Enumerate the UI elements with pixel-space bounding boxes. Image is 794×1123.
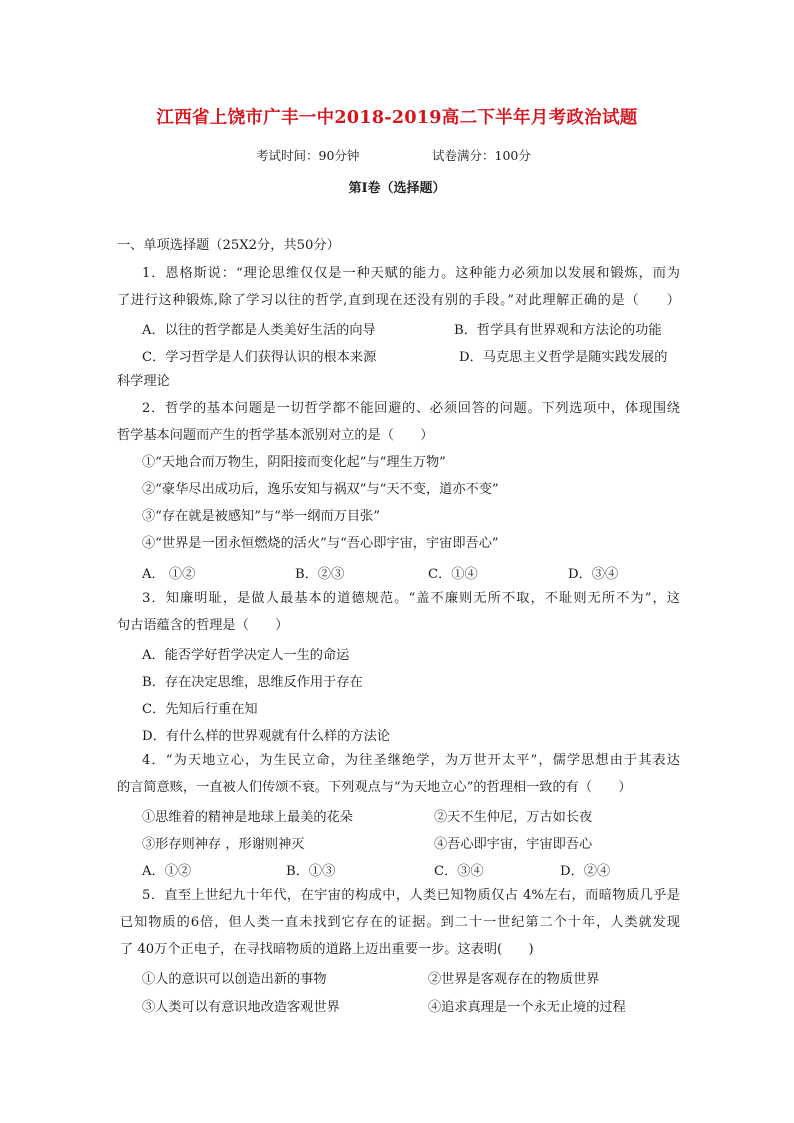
q5-item-4: ④追求真理是一个永无止境的过程 <box>428 1000 626 1015</box>
q5-item-2: ②世界是客观存在的物质世界 <box>428 972 600 987</box>
q1-option-a: A．以往的哲学都是人类美好生活的向导 <box>142 323 376 338</box>
q4-option-a: A．①② <box>142 864 192 879</box>
q2-item-1: ①“天地合而万物生，阴阳接而变化起”与“理生万物” <box>142 455 446 470</box>
q5-stem-line-1: 5．直至上世纪九十年代，在宇宙的构成中，人类已知物质仅占 4%左右，而暗物质几乎是 <box>142 888 680 903</box>
q2-option-d: D．③④ <box>568 567 619 582</box>
q4-item-4: ④吾心即宇宙，宇宙即吾心 <box>434 837 593 852</box>
q3-stem-line-2: 句古语蕴含的哲理是（ ） <box>117 618 289 633</box>
section-title: 第Ⅰ卷（选择题） <box>348 181 446 196</box>
q2-item-3: ③“存在就是被感知”与“举一纲而万目张” <box>142 509 380 524</box>
q4-item-1: ①思维着的精神是地球上最美的花朵 <box>142 810 353 825</box>
q1-option-c: C．学习哲学是人们获得认识的根本来源 <box>142 350 377 365</box>
q2-stem-line-2: 哲学基本问题而产生的哲学基本派别对立的是（ ） <box>117 428 434 443</box>
q3-option-b: B．存在决定思维，思维反作用于存在 <box>142 675 363 690</box>
q2-option-b: B．②③ <box>295 567 345 582</box>
q2-option-a: A． ①② <box>142 567 196 582</box>
q1-option-d-continued: 科学理论 <box>117 374 170 389</box>
q1-stem-line-2: 了进行这种锻炼,除了学习以往的哲学,直到现在还没有别的手段。”对此理解正确的是（ ） <box>117 293 680 308</box>
q4-item-3: ③形存则神存 ，形谢则神灭 <box>142 837 305 852</box>
part-heading: 一、单项选择题（25X2分，共50分） <box>117 238 340 253</box>
exam-title: 江西省上饶市广丰一中2018-2019高二下半年月考政治试题 <box>156 108 638 128</box>
q5-item-3: ③人类可以有意识地改造客观世界 <box>142 1000 340 1015</box>
q3-option-a: A．能否学好哲学决定人一生的命运 <box>142 648 350 663</box>
q4-stem-line-1: 4．“为天地立心，为生民立命，为往圣继绝学，为万世开太平”，儒学思想由于其表达 <box>142 753 680 768</box>
q2-stem-line-1: 2．哲学的基本问题是一切哲学都不能回避的、必须回答的问题。下列选项中，体现围绕 <box>142 401 680 416</box>
q4-option-c: C．③④ <box>434 864 484 879</box>
q5-stem-line-3: 了 40万个正电子，在寻找暗物质的道路上迈出重要一步。这表明( ) <box>120 942 534 957</box>
q3-option-c: C．先知后行重在知 <box>142 702 258 717</box>
q5-item-1: ①人的意识可以创造出新的事物 <box>142 972 327 987</box>
q2-item-4: ④“世界是一团永恒燃烧的活火”与“吾心即宇宙，宇宙即吾心” <box>142 536 499 551</box>
q2-item-2: ②“豪华尽出成功后，逸乐安知与祸双”与“天不变，道亦不变” <box>142 482 499 497</box>
q1-option-b: B．哲学具有世界观和方法论的功能 <box>454 323 662 338</box>
q3-stem-line-1: 3．知廉明耻，是做人最基本的道德规范。“盖不廉则无所不取，不耻则无所不为”，这 <box>142 591 680 606</box>
q4-option-b: B．①③ <box>286 864 336 879</box>
q4-stem-line-2: 的言简意赅，一直被人们传颂不衰。下列观点与“为天地立心”的哲理相一致的有（ ） <box>117 780 632 795</box>
q3-option-d: D．有什么样的世界观就有什么样的方法论 <box>142 729 390 744</box>
exam-time: 考试时间：90分钟 <box>256 148 360 163</box>
q1-stem-line-1: 1．恩格斯说：“理论思维仅仅是一种天赋的能力。这种能力必须加以发展和锻炼，而为 <box>142 266 680 281</box>
q4-item-2: ②天不生仲尼，万古如长夜 <box>434 810 593 825</box>
q2-option-c: C．①④ <box>428 567 478 582</box>
q5-stem-line-2: 已知物质的6倍，但人类一直未找到它存在的证据。到二十一世纪第二个十年，人类就发现 <box>120 915 680 930</box>
q4-option-d: D．②④ <box>560 864 611 879</box>
full-score: 试卷满分：100分 <box>432 148 531 163</box>
q1-option-d: D．马克思主义哲学是随实践发展的 <box>459 350 668 365</box>
